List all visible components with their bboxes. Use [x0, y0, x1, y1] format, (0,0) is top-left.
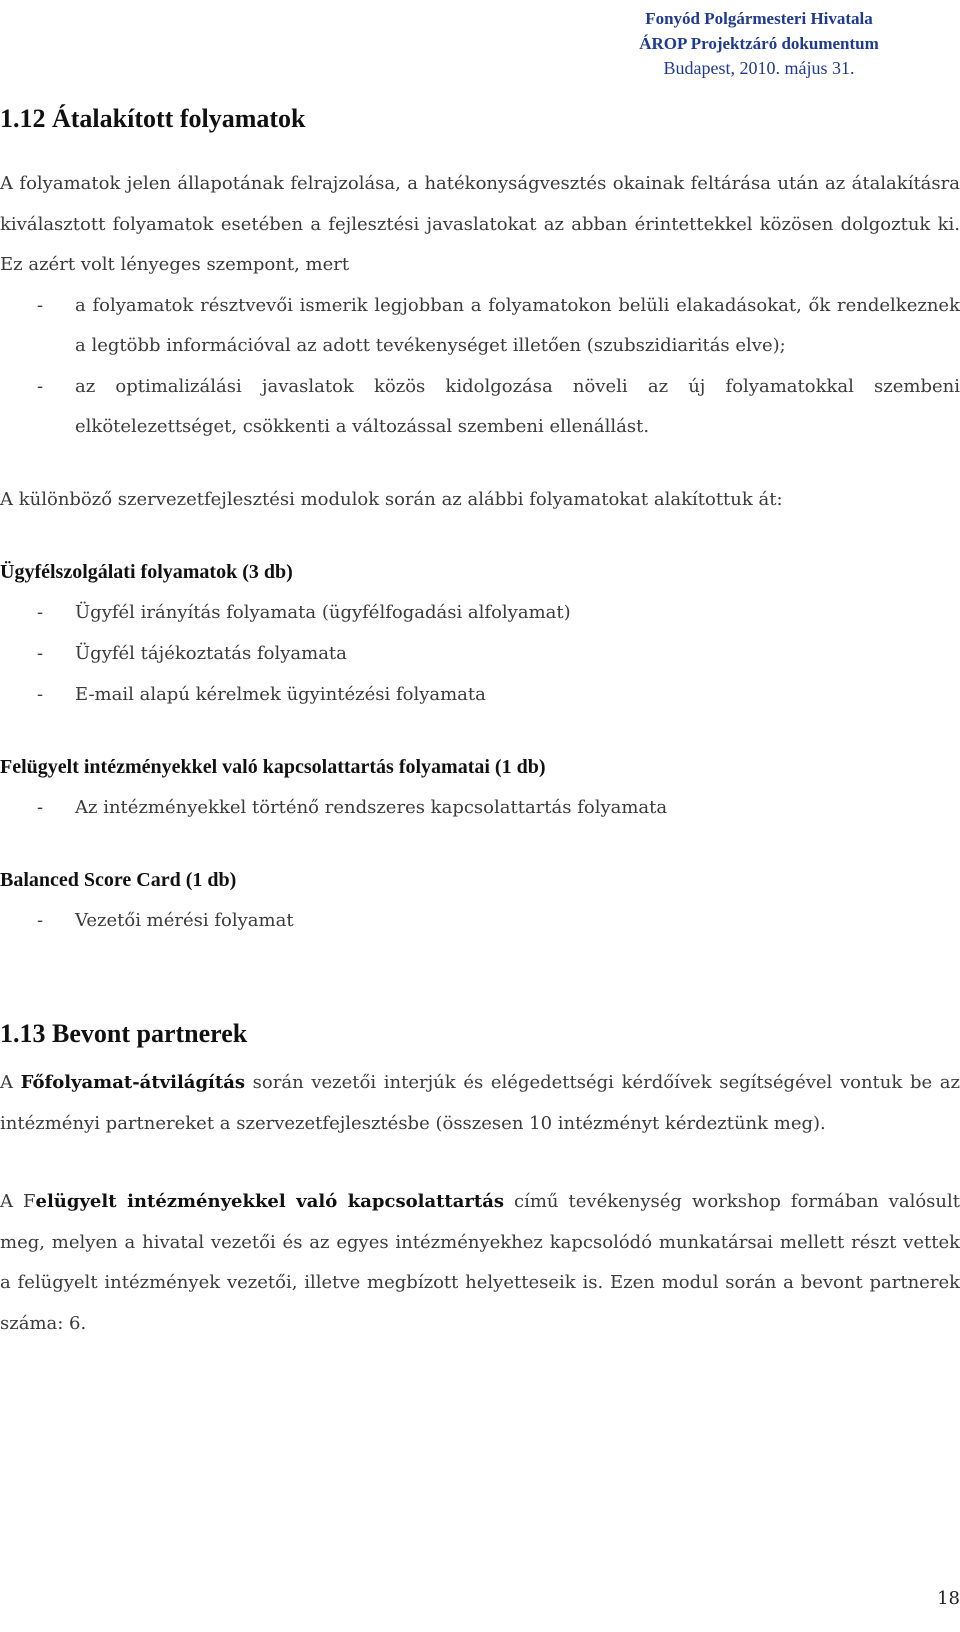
group-title-institutions: Felügyelt intézményekkel való kapcsolattartás folyamatai (1 db) [0, 756, 546, 778]
list-item: - a folyamatok résztvevői ismerik legjobban a folyamatokon belüli elakadásokat, ők rendelkeznek a legtöbb információval az adott tevékenységet illetően (szubszidiaritás elve); [0, 286, 960, 367]
document-header [594, 6, 924, 81]
institutions-list [0, 787, 960, 828]
header-organization: Fonyód Polgármesteri Hivatala [645, 9, 873, 28]
list-item: - Ügyfél irányítás folyamata (ügyfélfogadási alfolyamat) [0, 592, 960, 633]
list-item: - Az intézményekkel történő rendszeres kapcsolattartás folyamata [0, 787, 960, 828]
list-item: - Vezetői mérési folyamat [0, 900, 960, 941]
partners-paragraph-2: A Felügyelt intézményekkel való kapcsolattartás című tevékenység workshop formában valósult meg, melyen a hivatal vezetői és az egyes intézményekhez kapcsolódó munkatársai mellett részt vettek a felügyelt intézmények vezetői, illetve megbízott helyetteseik is. Ezen modul során a bevont partnerek száma: 6. [0, 1191, 960, 1334]
customer-service-list [0, 592, 960, 715]
list-item: - E-mail alapú kérelmek ügyintézési folyamata [0, 674, 960, 715]
bsc-list [0, 900, 960, 941]
page-content [0, 96, 960, 1344]
list-item: - az optimalizálási javaslatok közös kidolgozása növeli az új folyamatokkal szembeni elkötelezettséget, csökkenti a változással szembeni ellenállást. [0, 367, 960, 448]
section-heading-1-13: 1.13 Bevont partnerek [0, 1019, 248, 1048]
header-date: Budapest, 2010. május 31. [663, 58, 855, 78]
lead-paragraph: A különböző szervezetfejlesztési modulok során az alábbi folyamatokat alakítottuk át: [0, 488, 783, 510]
group-title-customer-service: Ügyfélszolgálati folyamatok (3 db) [0, 561, 293, 583]
list-item: - Ügyfél tájékoztatás folyamata [0, 633, 960, 674]
header-document-type: ÁROP Projektzáró dokumentum [639, 34, 879, 53]
section-heading-1-12: 1.12 Átalakított folyamatok [0, 104, 306, 133]
partners-paragraph-1: A Főfolyamat-átvilágítás során vezetői interjúk és elégedettségi kérdőívek segítségével vontuk be az intézményi partnereket a szervezetfejlesztésbe (összesen 10 intézményt kérdeztünk meg). [0, 1072, 960, 1134]
reasons-list [0, 286, 960, 448]
page-number: 18 [937, 1588, 960, 1609]
group-title-bsc: Balanced Score Card (1 db) [0, 869, 237, 891]
intro-paragraph: A folyamatok jelen állapotának felrajzolása, a hatékonyságvesztés okainak feltárása után az átalakításra kiválasztott folyamatok esetében a fejlesztési javaslatokat az abban érintettekkel közösen dolgoztuk ki. Ez azért volt lényeges szempont, mert [0, 173, 960, 275]
